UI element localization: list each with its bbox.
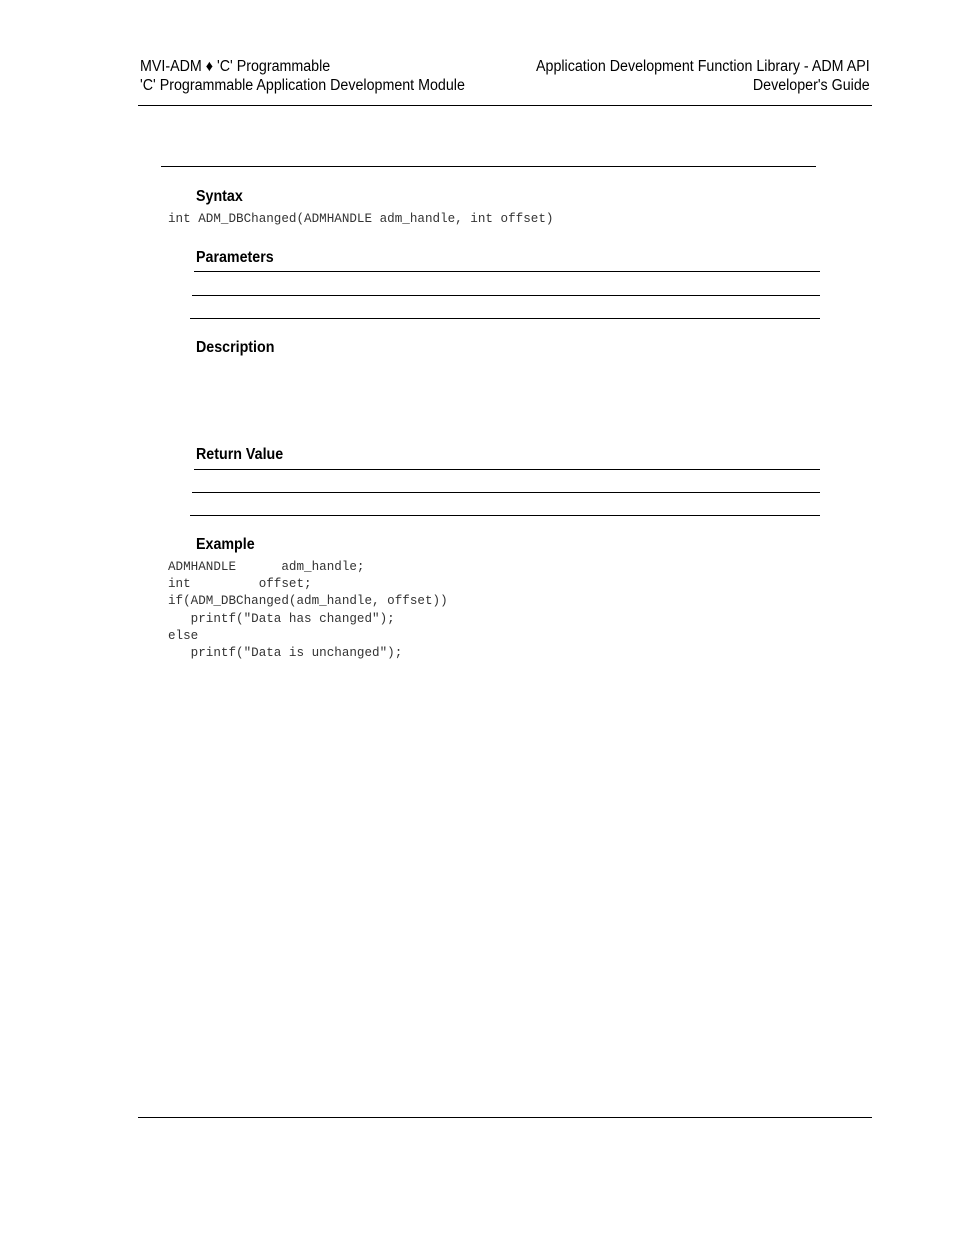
parameters-table-rule-bottom: [190, 318, 820, 319]
function-heading-rule: [161, 166, 816, 167]
header-product-line: MVI-ADM ♦ 'C' Programmable: [140, 58, 331, 75]
syntax-code: int ADM_DBChanged(ADMHANDLE adm_handle, int offset): [168, 212, 554, 226]
parameters-heading: Parameters: [196, 249, 274, 266]
parameters-table-rule-middle: [192, 295, 820, 296]
header-module-line: 'C' Programmable Application Development Module: [140, 77, 465, 94]
return-value-heading: Return Value: [196, 446, 284, 463]
syntax-heading: Syntax: [196, 188, 243, 205]
header-library-line: Application Development Function Library - ADM API: [536, 58, 870, 75]
footer-rule: [138, 1117, 872, 1118]
return-table-rule-top: [194, 469, 820, 470]
header-guide-line: Developer's Guide: [753, 77, 870, 94]
header-left: [140, 57, 465, 95]
header-right: [536, 57, 870, 95]
return-table-rule-bottom: [190, 515, 820, 516]
header-rule: [138, 105, 872, 106]
example-heading: Example: [196, 536, 255, 553]
return-table-rule-middle: [192, 492, 820, 493]
description-heading: Description: [196, 339, 275, 356]
parameters-table-rule-top: [194, 271, 820, 272]
example-code: ADMHANDLE adm_handle; int offset; if(ADM_DBChanged(adm_handle, offset)) printf("Data has changed"); else printf("Data is unchanged");: [168, 560, 448, 661]
